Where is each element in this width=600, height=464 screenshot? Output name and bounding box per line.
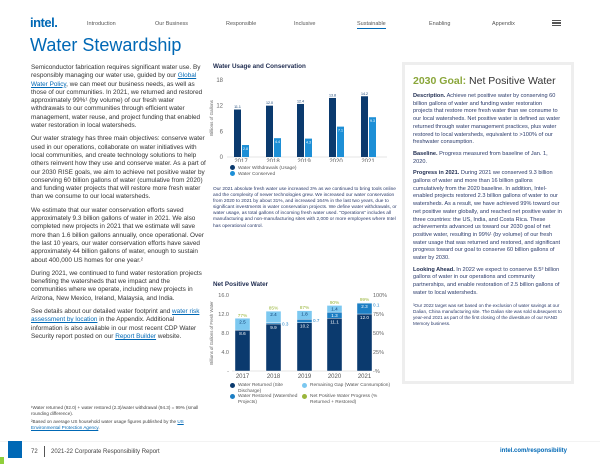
data-label: 1.8 [301, 312, 308, 317]
text: Achieve net positive water by conserving 60 billion gallons of water and funding water restoration projects that restore more fresh water than we consume to our local watersheds. Net positive water is defined as water returned through water management practices, plus water restored to local watersheds, equivalent to >100% of our freshwater consumption. [413, 93, 560, 145]
legend-label: Remaining Gap (Water Consumption) [310, 383, 390, 394]
data-label: 4.3 [306, 141, 311, 145]
epa-link[interactable]: US Environmental Protection Agency [31, 419, 184, 430]
chart-title-usage: Water Usage and Conservation [213, 63, 306, 70]
bar [297, 104, 304, 157]
y-tick-label: 18 [216, 78, 223, 84]
legend-item [230, 394, 302, 405]
global-water-policy-link[interactable]: Global Water Policy [31, 72, 196, 87]
bar-segment [266, 324, 281, 371]
data-label: 7.1 [338, 129, 343, 133]
footnote-2 [31, 419, 201, 431]
chart-title-net-positive: Net Positive Water [213, 281, 268, 288]
footer [0, 441, 600, 463]
x-tick-label: 2019 [297, 159, 311, 162]
nav-responsible[interactable]: Responsible [226, 21, 256, 27]
data-label: 0.3 [282, 322, 289, 327]
bar [361, 96, 368, 157]
progress-label: 85% [269, 306, 279, 312]
data-label: 13.8 [329, 93, 336, 97]
text: . [98, 425, 99, 430]
text: Semiconductor fabrication requires significant water use. By responsibly managing our water use, guided by our [31, 64, 200, 79]
progress-label: 87% [300, 305, 310, 311]
data-label: 2.5 [239, 319, 246, 324]
intel-logo[interactable]: intel. [30, 15, 57, 30]
net-positive-chart [205, 288, 400, 383]
bar [329, 98, 336, 157]
legend-swatch [230, 394, 235, 399]
data-label: 10.2 [300, 324, 309, 329]
data-label: 2.8 [243, 147, 248, 151]
x-tick-label: 2021 [361, 159, 375, 162]
x-tick-label: 2019 [298, 374, 312, 380]
footnote-3: ³Our 2022 target was set based on the exclusion of water savings at our Dalian, China manufacturing site. The Dalian site was sold subsequent to year-end 2021 as part of the first closing of the divestiture of our NAND Memory business. [413, 303, 563, 327]
x-tick-label: 2018 [267, 374, 281, 380]
x-tick-label: 2020 [329, 159, 343, 162]
data-label: 4.4 [275, 140, 280, 144]
text: See details about our detailed water footprint and [31, 308, 172, 315]
legend-item [230, 383, 302, 394]
goal-label: 2030 Goal: [413, 75, 466, 87]
usage-description: Our 2021 absolute fresh water use increased 3% as we continued to bring tools online and the complexity of newer technologies grew. We increased our water conservation from 2020 to 2021 by about 31%, and increased 164% in the last two years, due to significant investments in water conservation projects. We define water withdrawals, or water usage, as total gallons of incoming fresh water used. "Operations" includes all manufacturing and non-manufacturing sites with 2,000 or more employees where Intel has operational control. [213, 187, 398, 230]
legend-swatch [230, 165, 235, 170]
y-tick-label: 0 [220, 155, 224, 161]
y2-tick-label: 75% [373, 312, 384, 318]
bar-segment [297, 319, 312, 322]
data-label: 2.4 [270, 312, 277, 317]
text: website. [156, 333, 181, 340]
footnotes [31, 405, 201, 431]
y2-tick-label: 25% [373, 350, 384, 356]
conservation-paragraph: We estimate that our water conservation efforts saved approximately 9.3 billion gallons of water in 2021. We also completed new projects in 2021 that we estimate will save more than 1.6 billion gallons annually, once operational. Over the last 10 years, our water conservation efforts have saved approximately 44 billion gallons of water, enough to sustain about 400,000 US homes for one year.² [31, 207, 206, 265]
legend-label: Water Withdrawals (Usage) [238, 166, 296, 171]
responsibility-link[interactable]: intel.com/responsibility [500, 448, 567, 454]
usage-chart [205, 72, 395, 162]
label: Baseline. [413, 151, 438, 157]
goal-box [402, 62, 574, 384]
bar-segment [297, 323, 312, 371]
nav-sustainable[interactable]: Sustainable [357, 21, 386, 29]
intro-paragraph [31, 64, 206, 130]
details-paragraph [31, 308, 206, 341]
legend-item [302, 383, 397, 394]
data-label: 11.1 [330, 319, 339, 324]
data-label: 9.9 [270, 325, 277, 330]
legend-swatch [230, 171, 235, 176]
bar-segment [235, 330, 250, 371]
legend-swatch [302, 394, 307, 399]
footer-blue-block [8, 441, 22, 458]
x-tick-label: 2021 [358, 374, 372, 380]
text: In 2022 we expect to conserve 8.5³ billion gallons of water in our operations and community partnerships, and enable restoration of 2.5 billion gallons of water to local watersheds. [413, 267, 559, 296]
progress-label: 90% [330, 300, 340, 306]
label: Progress in 2021. [413, 170, 459, 176]
bar-segment [266, 323, 281, 324]
bar [266, 106, 273, 157]
legend-label: Water Returned (Site Discharge) [238, 383, 302, 394]
data-label: 9.3 [370, 119, 375, 123]
text: ²Based on average US household water usage figures published by the [31, 419, 177, 424]
progress-label: 77% [238, 313, 248, 319]
nav-our-business[interactable]: Our Business [155, 21, 188, 27]
bar-segment [327, 318, 342, 371]
data-label: 14.2 [361, 92, 368, 96]
x-tick-label: 2020 [328, 374, 342, 380]
y-tick-label: 8.0 [221, 331, 229, 337]
data-label: 1.4 [331, 306, 338, 311]
nav-introduction[interactable]: Introduction [87, 21, 116, 27]
looking-ahead [413, 267, 563, 298]
bar-segment [357, 314, 372, 371]
data-label: 2.3 [361, 304, 368, 309]
y2-tick-label: -% [373, 369, 380, 375]
data-label: 0.7 [313, 318, 320, 323]
progress [413, 170, 563, 262]
data-label: 12.4 [297, 99, 304, 103]
data-label: 12.0 [360, 315, 369, 320]
progress-label: 99% [360, 297, 370, 303]
data-label: 0.1 [373, 303, 380, 308]
baseline [413, 151, 563, 166]
description [413, 93, 563, 147]
nav-inclusive[interactable]: Inclusive [294, 21, 315, 27]
y-tick-label: 16.0 [218, 293, 229, 299]
legend-label: Net Positive Water Progress (% Returned + Restored) [310, 394, 397, 405]
text: in the Appendix. Additional information is also available in our most recent CDP Water Security report posted on our [31, 316, 196, 340]
report-builder-link[interactable]: Report Builder [115, 333, 156, 340]
text: During 2021 we conserved 9.3 billion gallons of water and more than 16 billion gallons cumulatively from the 2020 baseline. In addition, Intel-enabled projects restored 2.3 billion gallons of water to our watersheds. As a result, we have achieved 99% toward our net positive water globally, and reached net positive water in three countries: the US, India, and Costa Rica. These achievements advanced us toward our 2030 goal of net positive water, resulting in 99%¹ (by volume) of our fresh water usage that was returned and restored, and significant progress toward our goal to conserve 60 billion gallons of water by 2030. [413, 170, 562, 261]
footnote-1: ¹Water returned (92.0) + water restored (2.3)/water withdrawal (94.3) = 99% (small rounding difference). [31, 405, 201, 417]
text: , we can meet our business needs, as well as those of our communities. In 2021, we returned and restored approximately 99%¹ (by volume) of our fresh water withdrawals to our communities through efficient water management, water reuse, and project funding that enabled water restoration in local watersheds. [31, 81, 202, 129]
page-title: Water Stewardship [30, 35, 181, 56]
bar [234, 110, 241, 157]
label: Description. [413, 93, 445, 99]
goal-text: Net Positive Water [466, 75, 555, 87]
restoration-paragraph: During 2021, we continued to fund water restoration projects benefiting the watersheds that we impact and the communities where we operate, including new projects in Arizona, New Mexico, Ireland, Malaysia, and India. [31, 270, 206, 303]
net-positive-legend [230, 383, 400, 405]
data-label: 12.0 [266, 101, 273, 105]
y2-tick-label: 100% [373, 293, 387, 299]
strategy-paragraph: Our water strategy has three main objectives: conserve water used in our operations, collaborate on water initiatives with local communities, and create technology solutions to help others reinvent how they use and conserve water. As a part of our 2030 RISE goals, we aim to achieve net positive water by conserving 60 billion gallons of water (cumulative from 2020) and funding water projects that will restore more fresh water than we consume to our local watersheds. [31, 135, 206, 201]
page-number: 72 [31, 449, 38, 455]
legend-swatch [302, 383, 307, 388]
y-tick-label: 12 [216, 104, 223, 110]
usage-legend [230, 165, 296, 178]
left-column [31, 64, 206, 346]
y-axis-label: Billions of Gallons [209, 99, 214, 136]
legend-label: Water Restored (Watershed Projects) [238, 394, 302, 405]
report-title: 2021-22 Corporate Responsibility Report [51, 449, 160, 455]
text: Progress measured from baseline of Jan. 1, 2020. [413, 151, 548, 165]
data-label: 11.1 [234, 105, 241, 109]
legend-label: Water Conserved [238, 172, 275, 177]
x-tick-label: 2017 [234, 159, 248, 162]
goal-heading [413, 75, 563, 87]
nav-enabling[interactable]: Enabling [429, 21, 450, 27]
y-tick-label: - [227, 369, 229, 375]
data-label: 1.3 [331, 313, 338, 318]
x-tick-label: 2018 [266, 159, 280, 162]
nav-appendix[interactable]: Appendix [492, 21, 515, 27]
hamburger-menu-icon[interactable] [552, 20, 561, 27]
water-risk-link[interactable]: water risk assessment by location [31, 308, 199, 323]
legend-item [230, 171, 296, 177]
data-label: 8.6 [239, 331, 246, 336]
footer-divider [44, 446, 45, 457]
legend-item [302, 394, 397, 405]
label: Looking Ahead. [413, 267, 455, 273]
y-axis-label: Billions of Gallons of Fresh Water [209, 301, 214, 365]
x-tick-label: 2017 [236, 374, 250, 380]
legend-swatch [230, 383, 235, 388]
y-tick-label: 6 [220, 129, 224, 135]
y2-tick-label: 50% [373, 331, 384, 337]
y-tick-label: 4.0 [221, 350, 229, 356]
y-tick-label: 12.0 [218, 312, 229, 318]
